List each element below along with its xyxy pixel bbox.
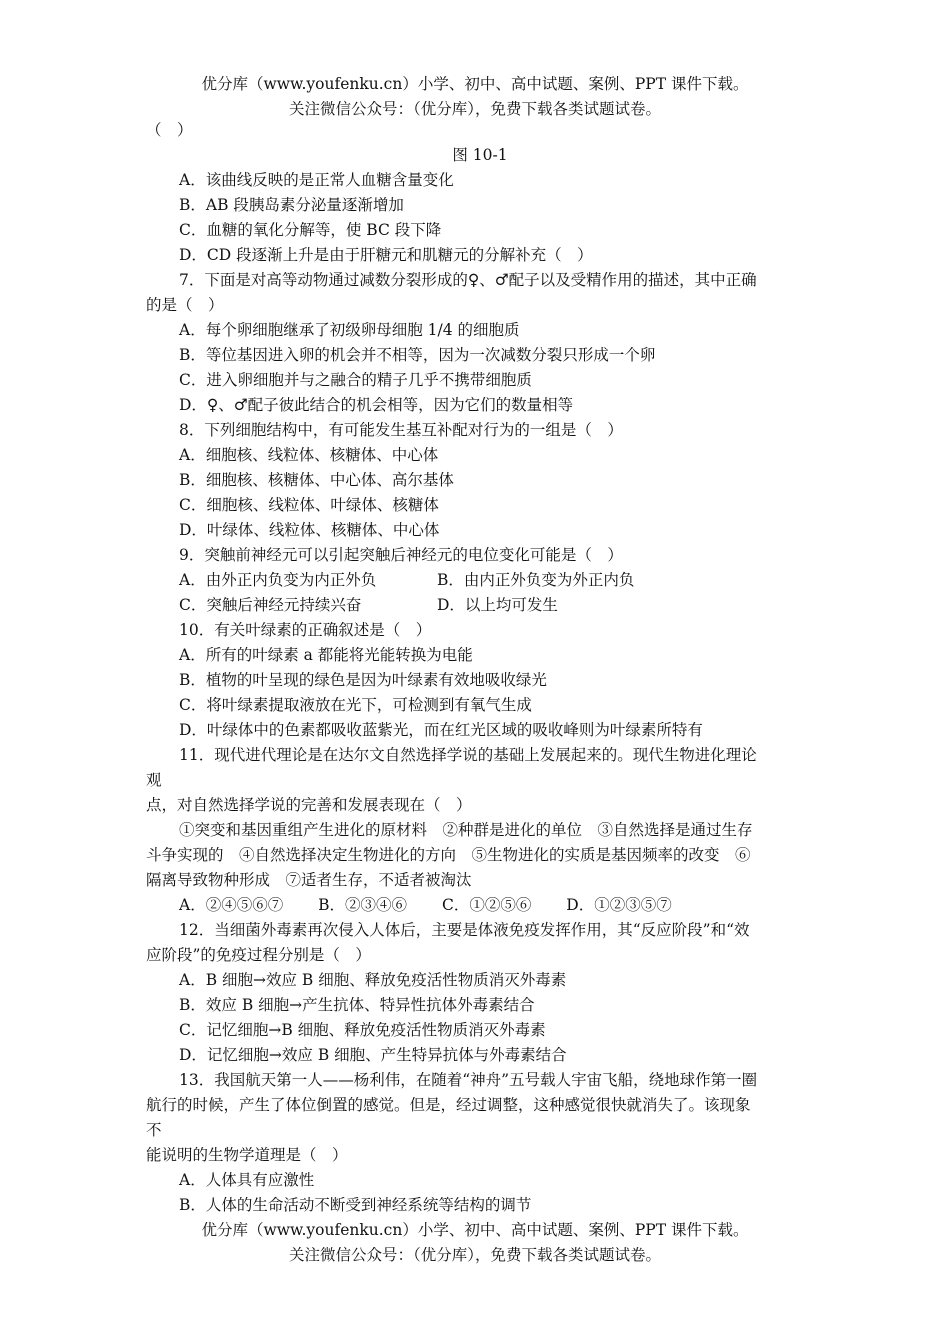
q11-options-row (146, 893, 814, 918)
q7-option-c: C．进入卵细胞并与之融合的精子几乎不携带细胞质 (179, 371, 532, 389)
q11-items-line-3: 隔离导致物种形成 ⑦适者生存，不适者被淘汰 (146, 871, 472, 889)
q11-stem-line-2: 观 (146, 771, 162, 789)
q7-option-d: D．♀、♂配子彼此结合的机会相等，因为它们的数量相等 (179, 396, 574, 414)
q9-option-a: A．由外正内负变为内正外负 (179, 571, 377, 589)
q11-option-a: A．②④⑤⑥⑦ (179, 896, 284, 914)
q13-stem-line-2: 航行的时候，产生了体位倒置的感觉。但是，经过调整，这种感觉很快就消失了。该现象 (146, 1096, 751, 1114)
q10-option-c: C．将叶绿素提取液放在光下，可检测到有氧气生成 (179, 696, 532, 714)
q8-stem: 8．下列细胞结构中，有可能发生基互补配对行为的一组是（ ） (179, 421, 623, 439)
q12-option-c: C．记忆细胞→B 细胞、释放免疫活性物质消灭外毒素 (179, 1021, 546, 1039)
q10-option-b: B．植物的叶呈现的绿色是因为叶绿素有效地吸收绿光 (179, 671, 547, 689)
q6-paren: （ ） (146, 121, 193, 139)
q11-stem-line-1: 11．现代进代理论是在达尔文自然选择学说的基础上发展起来的。现代生物进化理论 (179, 746, 757, 764)
q13-option-b: B．人体的生命活动不断受到神经系统等结构的调节 (179, 1196, 532, 1214)
q6-option-c: C．血糖的氧化分解等，使 BC 段下降 (179, 221, 442, 239)
q11-option-c: C．①②⑤⑥ (441, 896, 532, 914)
q9-option-b: B．由内正外负变为外正内负 (437, 571, 635, 589)
q10-option-a: A．所有的叶绿素 a 都能将光能转换为电能 (179, 646, 473, 664)
page-header (0, 72, 950, 122)
q10-option-d: D．叶绿体中的色素都吸收蓝紫光，而在红光区域的吸收峰则为叶绿素所特有 (179, 721, 703, 739)
q13-stem-line-1: 13．我国航天第一人——杨利伟，在随着“神舟”五号载人宇宙飞船，绕地球作第一圈 (179, 1071, 758, 1089)
q13-stem-line-4: 能说明的生物学道理是（ ） (146, 1146, 348, 1164)
q7-option-b: B．等位基因进入卵的机会并不相等，因为一次减数分裂只形成一个卵 (179, 346, 656, 364)
q8-option-a: A．细胞核、线粒体、核糖体、中心体 (179, 446, 439, 464)
header-line-1: 优分库（www.youfenku.cn）小学、初中、高中试题、案例、PPT 课件下载。 (201, 75, 749, 93)
q12-option-b: B．效应 B 细胞→产生抗体、特异性抗体外毒素结合 (179, 996, 535, 1014)
q11-items-line-1: ①突变和基因重组产生进化的原材料 ②种群是进化的单位 ③自然选择是通过生存 (179, 821, 753, 839)
q6-option-b: B．AB 段胰岛素分泌量逐渐增加 (179, 196, 404, 214)
page-footer (0, 1218, 950, 1268)
q6-option-a: A．该曲线反映的是正常人血糖含量变化 (179, 171, 454, 189)
q10-stem: 10．有关叶绿素的正确叙述是（ ） (179, 621, 432, 639)
q11-option-d: D．①②③⑤⑦ (566, 896, 672, 914)
header-line-2: 关注微信公众号：（优分库），免费下载各类试题试卷。 (288, 100, 661, 118)
q8-option-d: D．叶绿体、线粒体、核糖体、中心体 (179, 521, 440, 539)
footer-line-1: 优分库（www.youfenku.cn）小学、初中、高中试题、案例、PPT 课件下载。 (201, 1221, 749, 1239)
q11-option-b: B．②③④⑥ (318, 896, 408, 914)
q12-option-a: A．B 细胞→效应 B 细胞、释放免疫活性物质消灭外毒素 (179, 971, 567, 989)
q12-option-d: D．记忆细胞→效应 B 细胞、产生特异抗体与外毒素结合 (179, 1046, 567, 1064)
q7-option-a: A．每个卵细胞继承了初级卵母细胞 1/4 的细胞质 (179, 321, 520, 339)
q13-option-a: A．人体具有应激性 (179, 1171, 315, 1189)
q8-option-c: C．细胞核、线粒体、叶绿体、核糖体 (179, 496, 439, 514)
q12-stem-line-2: 应阶段”的免疫过程分别是（ ） (146, 946, 371, 964)
q9-stem: 9．突触前神经元可以引起突触后神经元的电位变化可能是（ ） (179, 546, 623, 564)
q12-stem-line-1: 12．当细菌外毒素再次侵入人体后，主要是体液免疫发挥作用，其“反应阶段”和“效 (179, 921, 750, 939)
q7-stem-line-1: 7．下面是对高等动物通过减数分裂形成的♀、♂配子以及受精作用的描述，其中正确 (179, 271, 757, 289)
q8-option-b: B．细胞核、核糖体、中心体、高尔基体 (179, 471, 454, 489)
q9-option-c: C．突触后神经元持续兴奋 (179, 596, 362, 614)
q11-stem-line-3: 点，对自然选择学说的完善和发展表现在（ ） (146, 796, 472, 814)
q9-options-row-1 (146, 568, 814, 593)
q9-option-d: D．以上均可发生 (437, 596, 558, 614)
question-content (146, 118, 814, 1218)
footer-line-2: 关注微信公众号：（优分库），免费下载各类试题试卷。 (288, 1246, 661, 1264)
q6-option-d: D．CD 段逐渐上升是由于肝糖元和肌糖元的分解补充（ ） (179, 246, 593, 264)
q7-stem-line-2: 的是（ ） (146, 296, 224, 314)
q13-stem-line-3: 不 (146, 1121, 162, 1139)
figure-caption: 图 10-1 (452, 146, 508, 164)
q9-options-row-2 (146, 593, 814, 618)
q11-items-line-2: 斗争实现的 ④自然选择决定生物进化的方向 ⑤生物进化的实质是基因频率的改变 ⑥ (146, 846, 751, 864)
